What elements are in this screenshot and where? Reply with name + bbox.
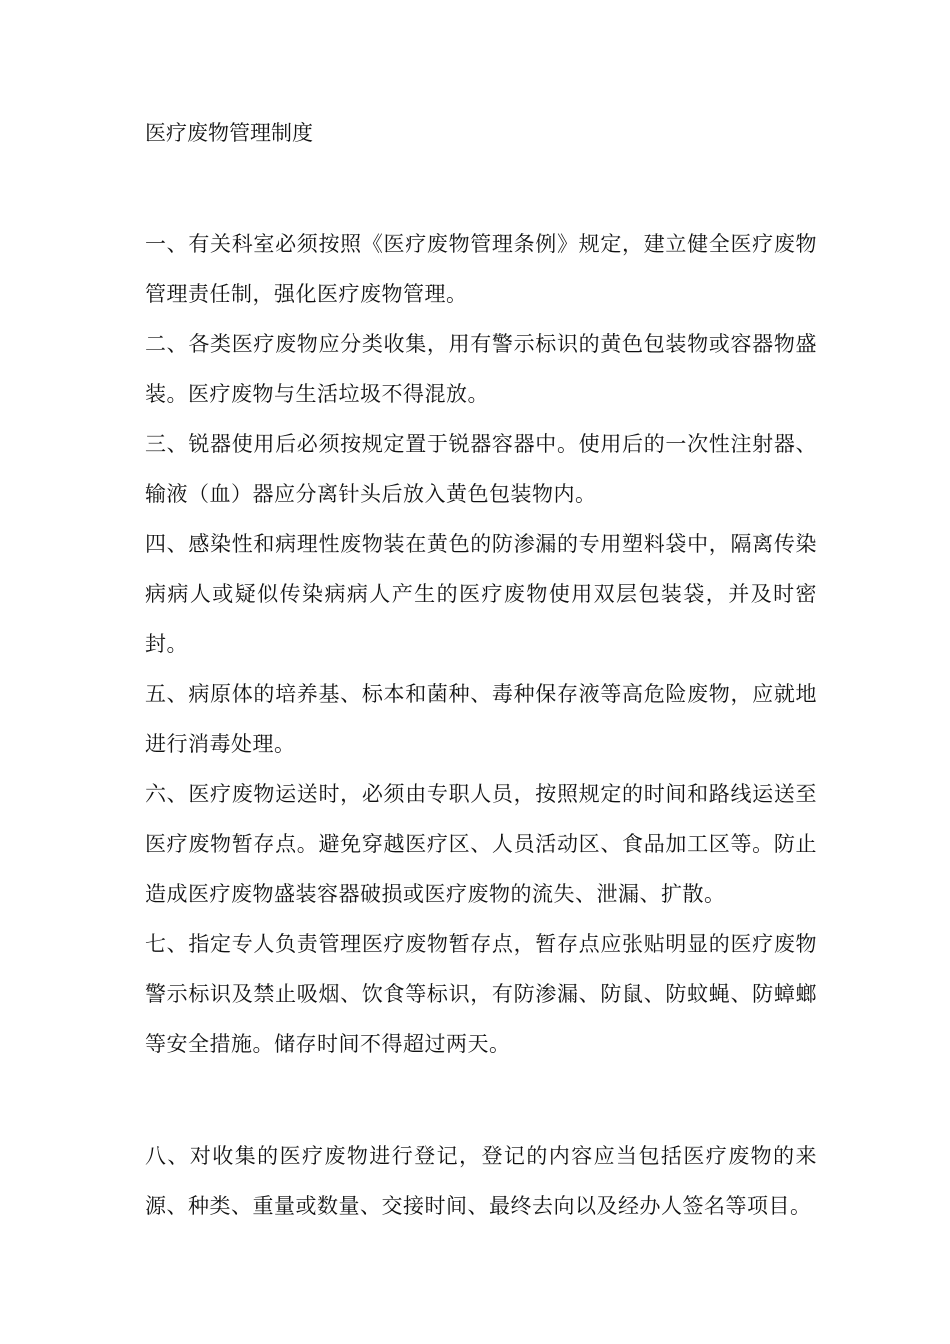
clause-7: 七、指定专人负责管理医疗废物暂存点，暂存点应张贴明显的医疗废物警示标识及禁止吸烟、饮食等标识，有防渗漏、防鼠、防蚊蝇、防蟑螂等安全措施。储存时间不得超过两天。 bbox=[145, 932, 817, 1056]
spacer bbox=[145, 1069, 817, 1131]
document-title: 医疗废物管理制度 bbox=[145, 121, 313, 145]
clause-4: 四、感染性和病理性废物装在黄色的防渗漏的专用塑料袋中，隔离传染病病人或疑似传染病病人产生的医疗废物使用双层包装袋，并及时密封。 bbox=[145, 532, 817, 656]
spacer bbox=[145, 158, 817, 219]
clause-3: 三、锐器使用后必须按规定置于锐器容器中。使用后的一次性注射器、输液（血）器应分离针头后放入黄色包装物内。 bbox=[145, 432, 817, 506]
document-body bbox=[145, 108, 817, 1231]
clause-6: 六、医疗废物运送时，必须由专职人员，按照规定的时间和路线运送至医疗废物暂存点。避免穿越医疗区、人员活动区、食品加工区等。防止造成医疗废物盛装容器破损或医疗废物的流失、泄漏、扩散。 bbox=[145, 782, 817, 906]
clause-5: 五、病原体的培养基、标本和菌种、毒种保存液等高危险废物，应就地进行消毒处理。 bbox=[145, 682, 817, 756]
clause-1: 一、有关科室必须按照《医疗废物管理条例》规定，建立健全医疗废物管理责任制，强化医疗废物管理。 bbox=[145, 232, 817, 306]
clause-8: 八、对收集的医疗废物进行登记，登记的内容应当包括医疗废物的来源、种类、重量或数量、交接时间、最终去向以及经办人签名等项目。 bbox=[145, 1144, 817, 1218]
clause-2: 二、各类医疗废物应分类收集，用有警示标识的黄色包装物或容器物盛装。医疗废物与生活垃圾不得混放。 bbox=[145, 332, 817, 406]
